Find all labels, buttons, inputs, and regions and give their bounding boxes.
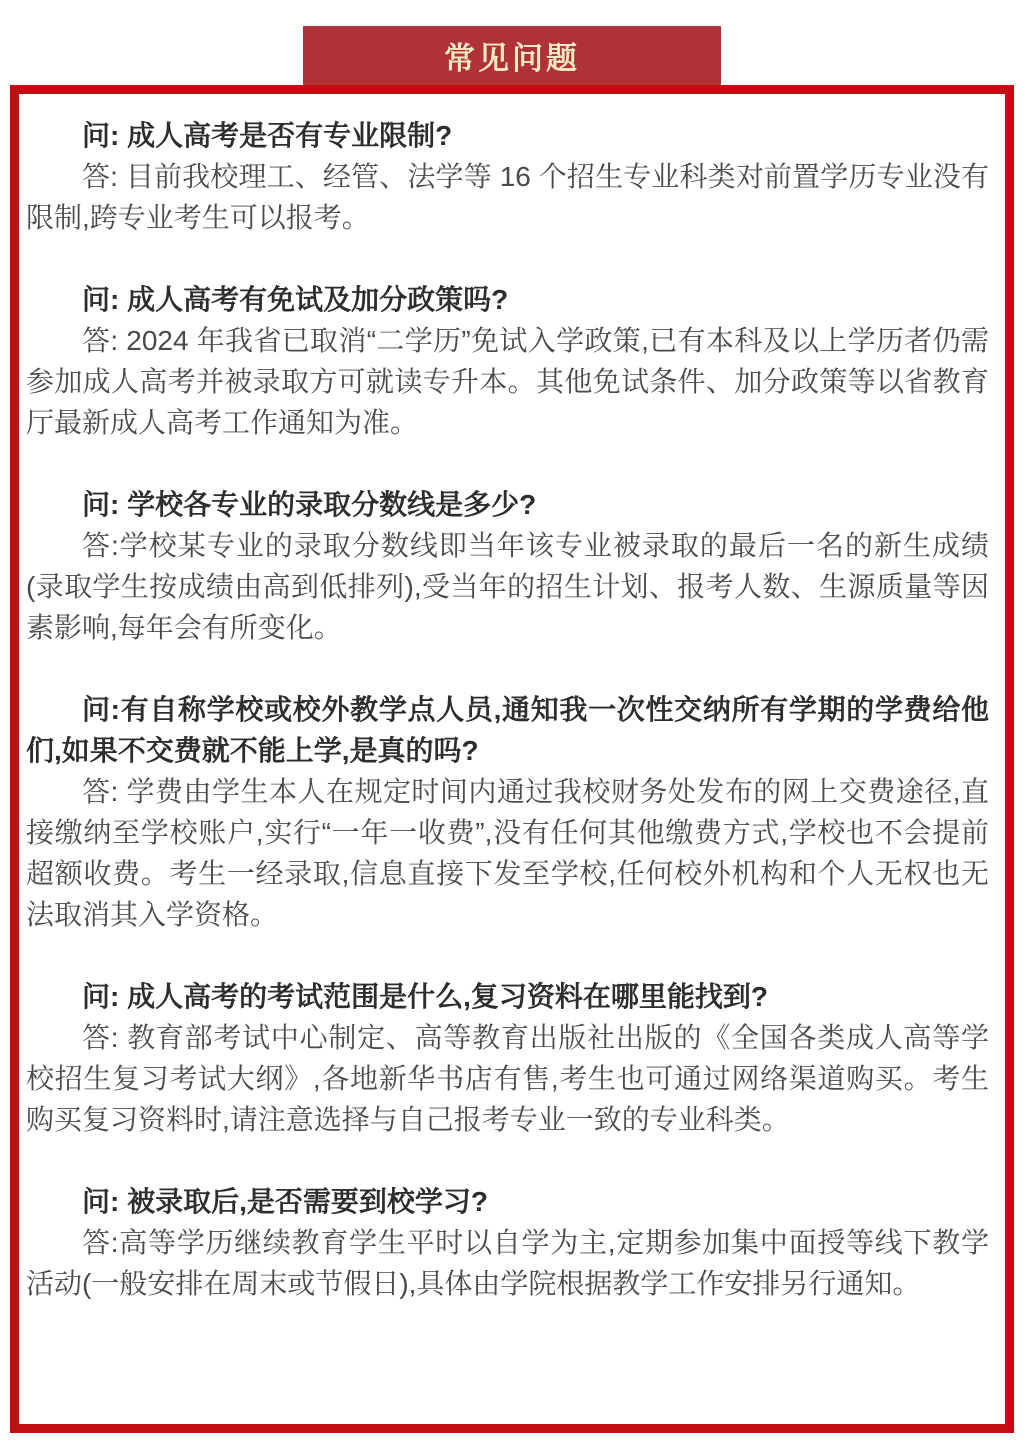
faq-item xyxy=(26,976,989,1140)
question-text: 问: 成人高考是否有专业限制? xyxy=(82,120,453,151)
question-text: 问: 成人高考有免试及加分政策吗? xyxy=(82,284,509,315)
faq-item xyxy=(26,484,989,648)
answer-text: 答:学校某专业的录取分数线即当年该专业被录取的最后一名的新生成绩(录取学生按成绩由高到低排列),受当年的招生计划、报考人数、生源质量等因素影响,每年会有所变化。 xyxy=(26,530,989,643)
faq-item xyxy=(26,689,989,935)
question-text: 问: 学校各专业的录取分数线是多少? xyxy=(82,489,537,520)
faq-item xyxy=(26,279,989,443)
faq-item xyxy=(26,115,989,238)
question-text: 问: 成人高考的考试范围是什么,复习资料在哪里能找到? xyxy=(82,981,768,1012)
answer-text: 答:高等学历继续教育学生平时以自学为主,定期参加集中面授等线下教学活动(一般安排在周末或节假日),具体由学院根据教学工作安排另行通知。 xyxy=(26,1227,989,1299)
page-title: 常见问题 xyxy=(444,41,580,76)
answer-text: 答: 目前我校理工、经管、法学等 16 个招生专业科类对前置学历专业没有限制,跨专业考生可以报考。 xyxy=(26,161,989,233)
header-tab xyxy=(303,26,721,85)
faq-item xyxy=(26,1181,989,1304)
answer-text: 答: 2024 年我省已取消“二学历”免试入学政策,已有本科及以上学历者仍需参加成人高考并被录取方可就读专升本。其他免试条件、加分政策等以省教育厅最新成人高考工作通知为准。 xyxy=(26,325,989,438)
question-text: 问:有自称学校或校外教学点人员,通知我一次性交纳所有学期的学费给他们,如果不交费就不能上学,是真的吗? xyxy=(26,694,989,766)
faq-panel xyxy=(10,85,1014,1433)
answer-text: 答: 学费由学生本人在规定时间内通过我校财务处发布的网上交费途径,直接缴纳至学校账户,实行“一年一收费”,没有任何其他缴费方式,学校也不会提前超额收费。考生一经录取,信息直接下发至学校,任何校外机构和个人无权也无法取消其入学资格。 xyxy=(26,776,989,930)
question-text: 问: 被录取后,是否需要到校学习? xyxy=(82,1186,488,1217)
answer-text: 答: 教育部考试中心制定、高等教育出版社出版的《全国各类成人高等学校招生复习考试大纲》,各地新华书店有售,考生也可通过网络渠道购买。考生购买复习资料时,请注意选择与自己报考专业一致的专业科类。 xyxy=(26,1022,989,1135)
